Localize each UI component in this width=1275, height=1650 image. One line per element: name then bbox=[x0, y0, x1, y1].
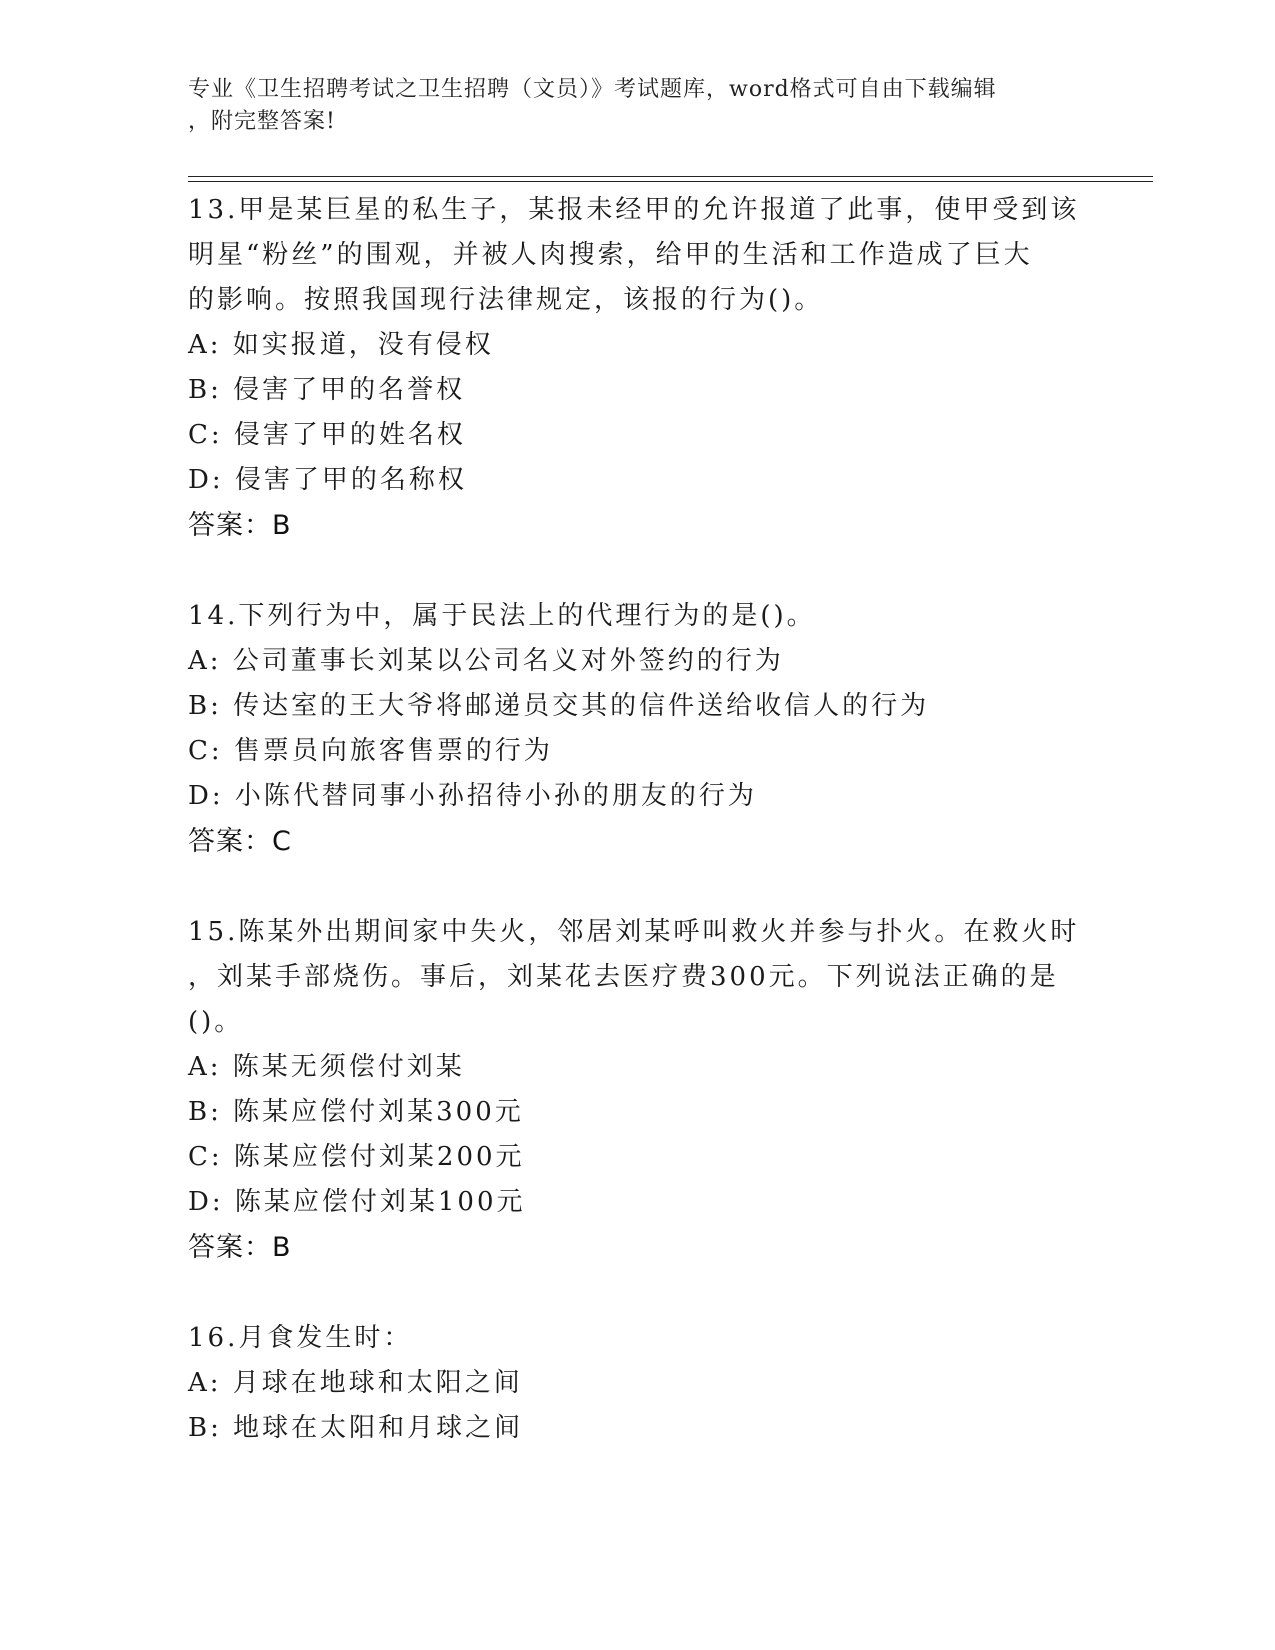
question-stem-line: 的影响。按照我国现行法律规定，该报的行为()。 bbox=[188, 285, 824, 315]
option-d: D: 小陈代替同事小孙招待小孙的朋友的行为 bbox=[188, 781, 757, 811]
header-line-2: ，附完整答案! bbox=[188, 109, 336, 134]
answer-label: 答案：C bbox=[188, 826, 292, 857]
option-c: C: 陈某应偿付刘某200元 bbox=[188, 1142, 525, 1172]
answer-label: 答案：B bbox=[188, 1232, 292, 1263]
header-rule-bottom bbox=[188, 181, 1153, 182]
option-a: A: 月球在地球和太阳之间 bbox=[188, 1368, 523, 1398]
header-line-1: 专业《卫生招聘考试之卫生招聘（文员）》考试题库，word格式可自由下载编辑 bbox=[188, 77, 997, 102]
question-list bbox=[188, 188, 1088, 1451]
question-stem-line: 14.下列行为中，属于民法上的代理行为的是()。 bbox=[188, 601, 816, 631]
question-stem-line: ()。 bbox=[188, 1007, 244, 1037]
question-15 bbox=[188, 910, 1088, 1271]
question-14 bbox=[188, 594, 1088, 865]
option-d: D: 陈某应偿付刘某100元 bbox=[188, 1187, 526, 1217]
question-stem-line: 明星“粉丝”的围观，并被人肉搜索，给甲的生活和工作造成了巨大 bbox=[188, 240, 1033, 270]
answer-label: 答案：B bbox=[188, 510, 292, 541]
option-b: B: 陈某应偿付刘某300元 bbox=[188, 1097, 524, 1127]
option-a: A: 陈某无须偿付刘某 bbox=[188, 1052, 465, 1082]
question-stem-line: 16.月食发生时： bbox=[188, 1323, 413, 1353]
option-a: A: 如实报道，没有侵权 bbox=[188, 330, 494, 360]
document-header bbox=[188, 74, 1088, 138]
question-stem-line: ，刘某手部烧伤。事后，刘某花去医疗费300元。下列说法正确的是 bbox=[188, 962, 1059, 992]
question-16 bbox=[188, 1316, 1088, 1451]
option-d: D: 侵害了甲的名称权 bbox=[188, 465, 467, 495]
option-c: C: 侵害了甲的姓名权 bbox=[188, 420, 466, 450]
option-c: C: 售票员向旅客售票的行为 bbox=[188, 736, 553, 766]
question-stem-line: 15.陈某外出期间家中失火，邻居刘某呼叫救火并参与扑火。在救火时 bbox=[188, 917, 1080, 947]
option-b: B: 地球在太阳和月球之间 bbox=[188, 1413, 524, 1443]
question-stem-line: 13.甲是某巨星的私生子，某报未经甲的允许报道了此事，使甲受到该 bbox=[188, 195, 1080, 225]
question-13 bbox=[188, 188, 1088, 549]
option-b: B: 侵害了甲的名誉权 bbox=[188, 375, 466, 405]
option-b: B: 传达室的王大爷将邮递员交其的信件送给收信人的行为 bbox=[188, 691, 930, 721]
header-rule-top bbox=[188, 176, 1153, 177]
option-a: A: 公司董事长刘某以公司名义对外签约的行为 bbox=[188, 646, 784, 676]
